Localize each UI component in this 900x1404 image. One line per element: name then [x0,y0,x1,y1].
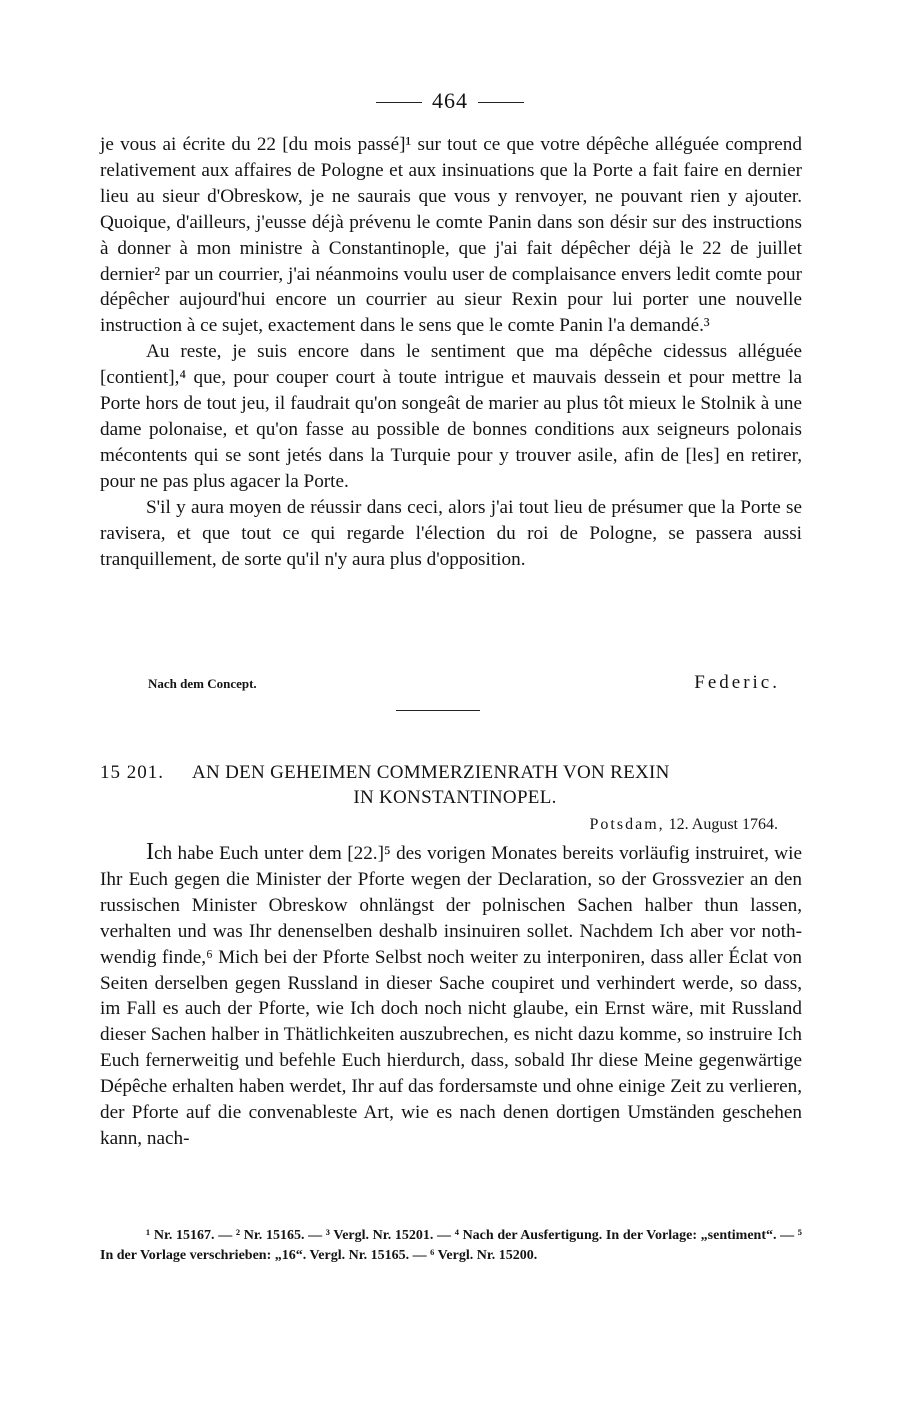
letter-a-text [100,132,802,572]
letter-a-paragraph-2: Au reste, je suis encore dans le sentiment que ma dépêche cidessus alléguée [contient],⁴ que, pour couper court à toute intrigue et mauvais dessein et pour mettre la Porte hors de tout jeu, il faudrait qu'on songeât de marier au plus tôt mieux le Stolnik à une dame polonaise, et qu'on fasse au possible de bonnes conditions aux seigneurs polonais mécontents qui se sont jetés dans la Turquie pour y trouver asile, afin de [les] en retirer, pour ne pas plus agacer la Porte. [100,341,802,492]
letter-a-closing [148,672,780,694]
page-number-left-rule [376,102,422,103]
dateline-date: 12. August 1764. [668,816,778,833]
letter-b-paragraph-1-text: ch habe Euch unter dem [22.]⁵ des vorigen Monates bereits vorläufig instruiret, wie Ihr Euch gegen die Minister der Pforte wegen der Declaration, so der Grossvezier an den russischen Minister Obreskow ohnlängst der polnischen Sachen halber thun lassen, verhalten und was Ihr denenselben deshalb insinuiren sollet. Nachdem Ich aber vor nothwendig finde,⁶ Mich bei der Pforte Selbst noch weiter zu interponiren, dass aller Éclat von Seiten derselben gegen Russland in dieser Sache coupiret und verhindert werde, so dass, im Fall es auch der Pforte, wie Ich doch noch nicht glaube, ein Ernst wäre, mit Russland dieser Sachen halber in Thätlichkeiten auszubrechen, es nicht dazu komme, so instruire Ich Euch fernerweitig und befehle Euch hierdurch, dass, sobald Ihr diese Meine gegenwärtige Dépêche erhalten haben werdet, Ihr auf das fordersamste und ohne einige Zeit zu verlieren, der Pforte auf die convenableste Art, wie es nach denen dortigen Umständen geschehen kann, nach- [100,843,802,1149]
letter-a-paragraph-3: S'il y aura moyen de réussir dans ceci, alors j'ai tout lieu de présumer que la Porte se ravisera, et que tout ce qui regarde l'élection du roi de Pologne, se passera aussi tranquillement, de sorte qu'il n'y aura plus d'opposition. [100,496,802,570]
dateline-place: Potsdam, [589,816,665,833]
letter-number: 15 201. [100,762,164,783]
section-separator [396,710,480,711]
page-number-value: 464 [432,88,468,113]
letter-b-paragraph-1 [100,840,802,1152]
letter-title-line-1: AN DEN GEHEIMEN COMMERZIENRATH VON REXIN [192,762,670,783]
footnotes-text: ¹ Nr. 15167. — ² Nr. 15165. — ³ Vergl. Nr. 15201. — ⁴ Nach der Ausfertigung. In der Vorlage: „sentiment“. — ⁵ In der Vorlage verschrieben: „16“. Vergl. Nr. 15165. — ⁶ Vergl. Nr. 15200. [100,1228,802,1263]
letter-b-heading [100,760,802,810]
letter-a-paragraph-1: je vous ai écrite du 22 [du mois passé]¹ sur tout ce que votre dépêche alléguée comprend relativement aux affaires de Pologne et aux insinuations que la Porte a fait faire en dernier lieu au sieur d'Obreskow, je ne saurais que vous y renvoyer, ne pouvant rien y ajouter. Quoique, d'ailleurs, j'eusse déjà prévenu le comte Panin dans son désir sur des instructions à donner à mon ministre à Constantinople, que j'ai fait dépêcher déjà le 22 de juillet dernier² par un courrier, j'ai néanmoins voulu user de complaisance envers ledit comte pour dépêcher aujourd'hui encore un courrier au sieur Rexin pour lui porter une nouvelle instruction à ce sujet, exactement dans le sens que le comte Panin l'a demandé.³ [100,134,802,337]
page-number-right-rule [478,102,524,103]
letter-title-line-2: IN KONSTANTINOPEL. [353,787,557,808]
footnotes [100,1226,802,1266]
signature: Federic. [694,672,780,693]
source-note: Nach dem Concept. [148,676,257,691]
page-number [0,88,900,114]
initial-letter: I [146,839,154,865]
letter-b-text [100,840,802,1152]
dateline [100,816,778,834]
